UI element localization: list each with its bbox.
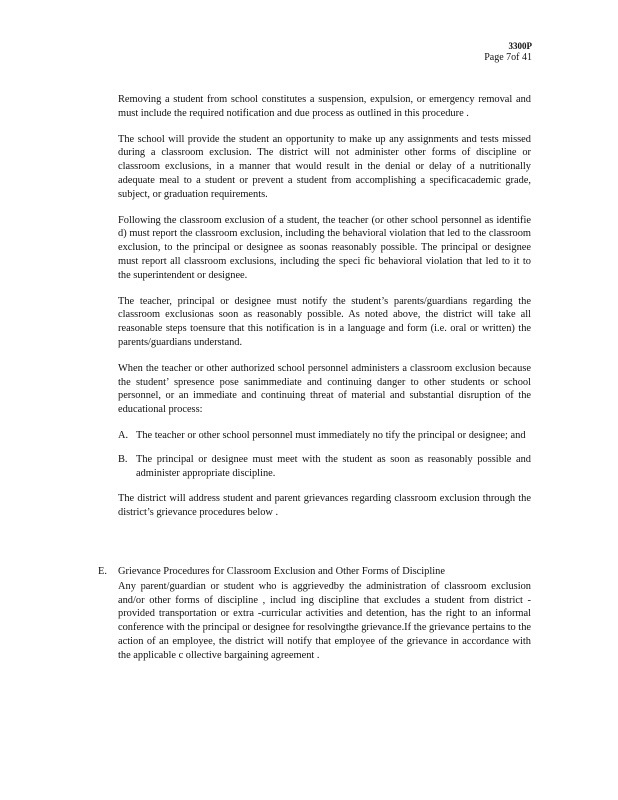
- section-marker: E.: [98, 566, 107, 577]
- list-item-text: The principal or designee must meet with the student as soon as reasonably possible and administer appropriate discipline.: [136, 453, 531, 479]
- paragraph-grievance-procedure: Any parent/guardian or student who is aggrievedby the administration of classroom exclusion and/or other forms of discipline , includ ing discipline that excludes a student from district -provided transportation or extra -curricular activities and detention, has the right to an informal conference with the principal or designee for resolvingthe grievance.If the grievance pertains to the action of an employee, the district will notify that employee of the grievance in accordance with the applicable c ollective bargaining agreement .: [118, 580, 531, 661]
- paragraph-parent-notification: The teacher, principal or designee must notify the student’s parents/guardians regarding the classroom exclusionas soon as reasonably possible. As noted above, the district will take all reasonable steps toensure that this notification is in a language and form (i.e. oral or written) the parents/guardians understand.: [118, 295, 531, 348]
- procedure-list: [118, 429, 531, 480]
- paragraph-removal: Removing a student from school constitutes a suspension, expulsion, or emergency removal and must include the required notification and due process as outlined in this procedure .: [118, 94, 531, 119]
- document-body: [118, 93, 531, 532]
- paragraph-immediate-danger: When the teacher or other authorized school personnel administers a classroom exclusion because the student’ spresence pose sanimmediate and continuing danger to other students or school personnel, or an immediate and continuing threat of material and substantial disruption of the educational process:: [118, 362, 531, 416]
- section-title: Grievance Procedures for Classroom Exclusion and Other Forms of Discipline: [118, 566, 445, 577]
- section-heading: [98, 565, 531, 579]
- policy-code: 3300P: [508, 41, 532, 51]
- page-header: [484, 40, 532, 64]
- list-item: [118, 453, 531, 481]
- list-marker: B.: [118, 453, 128, 465]
- paragraph-makeup-assignments: The school will provide the student an opportunity to make up any assignments and tests missed during a classroom exclusion. The district will not administer other forms of discipline or classroom exclusions, in a manner that would result in the denial or delay of a nutritionally adequate meal to a student or prevent a student from accomplishing a specificacademic grade, subject, or graduation requirements.: [118, 133, 531, 200]
- paragraph-reporting: Following the classroom exclusion of a student, the teacher (or other school personnel as identifie d) must report the classroom exclusion, including the behavioral violation that led to the classroom exclusion, to the principal or designee as soonas reasonably possible. The principal or designee must report all classroom exclusions, including the speci fic behavioral violation that led to it to the superintendent or designee.: [118, 214, 531, 281]
- list-item-text: The teacher or other school personnel must immediately no tify the principal or designee; and: [136, 429, 526, 441]
- section-e: [98, 565, 531, 675]
- list-marker: A.: [118, 429, 129, 441]
- list-item: [118, 429, 531, 443]
- page-number: Page 7of 41: [484, 52, 532, 63]
- paragraph-grievances: The district will address student and parent grievances regarding classroom exclusion through the district’s grievance procedures below .: [118, 493, 531, 519]
